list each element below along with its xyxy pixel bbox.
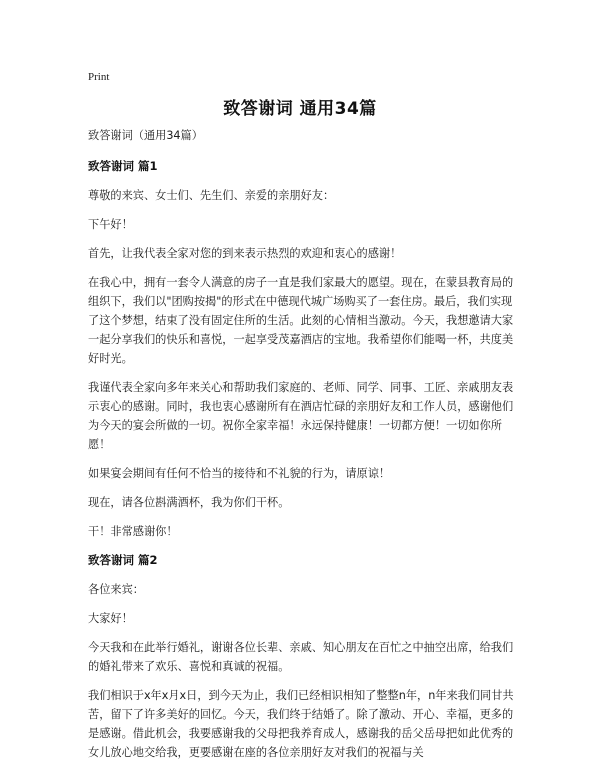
paragraph: 我们相识于x年x月x日，到今天为止，我们已经相识相知了整整n年，n年来我们同甘共苦，留下了许多美好的回忆。今天，我们终于结婚了。除了激动、开心、幸福，更多的是感谢。借此机会，我要感谢我的父母把我养育成人，感谢我的岳父岳母把如此优秀的女儿放心地交给我，更要感谢在座的各位亲朋好友对我们的祝福与关 [88, 689, 514, 759]
paragraph: 今天我和在此举行婚礼，谢谢各位长辈、亲戚、知心朋友在百忙之中抽空出席，给我们的婚礼带来了欢乐、喜悦和真诚的祝福。 [88, 641, 514, 673]
paragraph: 尊敬的来宾、女士们、先生们、亲爱的亲朋好友： [88, 189, 335, 202]
print-label: Print [88, 71, 110, 83]
paragraph: 各位来宾： [88, 583, 144, 596]
document-body [88, 126, 518, 772]
paragraph: 大家好！ [88, 612, 133, 625]
paragraph: 在我心中，拥有一套令人满意的房子一直是我们家最大的愿望。现在，在蒙县教育局的组织下，我们以"团购按揭"的形式在中德现代城广场购买了一套住房。最后，我们实现了这个梦想，结束了没有固定住所的生活。此刻的心情相当激动。今天，我想邀请大家一起分享我们的快乐和喜悦，一起享受茂嘉酒店的宝地。我希望你们能喝一杯，共度美好时光。 [88, 276, 514, 365]
paragraph: 首先，让我代表全家对您的到来表示热烈的欢迎和衷心的感谢！ [88, 247, 402, 260]
paragraph: 干！非常感谢你！ [88, 525, 178, 538]
section-heading-2: 致答谢词 篇2 [88, 553, 158, 567]
paragraph: 如果宴会期间有任何不恰当的接待和不礼貌的行为，请原谅！ [88, 467, 391, 480]
paragraph: 现在，请各位斟满酒杯，我为你们干杯。 [88, 496, 290, 509]
section-heading-1: 致答谢词 篇1 [88, 159, 158, 173]
paragraph: 我谨代表全家向多年来关心和帮助我们家庭的、老师、同学、同事、工匠、亲戚朋友表示衷心的感谢。同时，我也衷心感谢所有在酒店忙碌的亲朋好友和工作人员，感谢他们为今天的宴会所做的一切。祝你全家幸福！永远保持健康！一切都方便！一切如你所愿！ [88, 381, 514, 451]
paragraph: 下午好！ [88, 218, 133, 231]
document-title: 致答谢词 通用34篇 [223, 99, 377, 119]
document-subtitle: 致答谢词（通用34篇） [88, 129, 203, 142]
